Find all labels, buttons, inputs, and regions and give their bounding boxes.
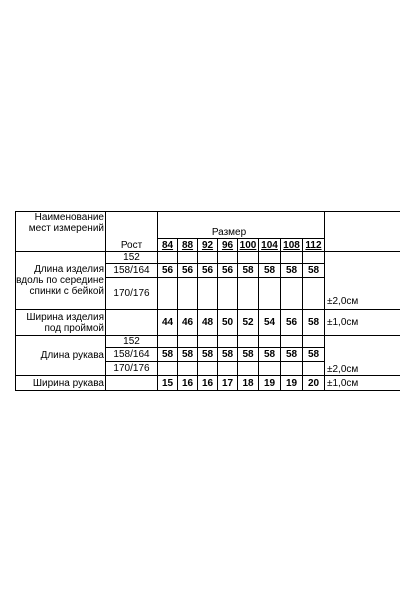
- length-value-112: 58: [303, 264, 325, 278]
- empty-cell: [198, 252, 218, 264]
- size-88: 88: [178, 239, 198, 252]
- sleeve-width-value-104: 19: [259, 376, 281, 391]
- length-height-170-176: 170/176: [106, 278, 158, 310]
- length-value-92: 56: [198, 264, 218, 278]
- length-label: Длина изделия вдоль по середине спинки с бейкой: [16, 252, 106, 310]
- empty-cell: [303, 362, 325, 376]
- empty-cell: [158, 362, 178, 376]
- sleeve-length-value-112: 58: [303, 348, 325, 362]
- sleeve-length-value-92: 58: [198, 348, 218, 362]
- sleeve-width-value-84: 15: [158, 376, 178, 391]
- length-value-108: 58: [281, 264, 303, 278]
- empty-cell: [218, 252, 238, 264]
- empty-cell: [218, 278, 238, 310]
- length-tolerance: ±2,0см: [325, 252, 400, 310]
- length-value-100: 58: [238, 264, 259, 278]
- length-value-96: 56: [218, 264, 238, 278]
- empty-cell: [106, 310, 158, 336]
- sleeve-width-value-108: 19: [281, 376, 303, 391]
- sleeve-length-label: Длина рукава: [16, 336, 106, 376]
- armhole-width-label: Ширина изделия под проймой: [16, 310, 106, 336]
- size-112: 112: [303, 239, 325, 252]
- length-height-152: 152: [106, 252, 158, 264]
- empty-cell: [259, 336, 281, 348]
- length-value-104: 58: [259, 264, 281, 278]
- empty-cell: [259, 362, 281, 376]
- length-value-84: 56: [158, 264, 178, 278]
- empty-cell: [281, 278, 303, 310]
- sleeve-length-value-100: 58: [238, 348, 259, 362]
- size-100: 100: [238, 239, 259, 252]
- armhole-width-value-104: 54: [259, 310, 281, 336]
- empty-cell: [178, 336, 198, 348]
- sleeve-length-value-88: 58: [178, 348, 198, 362]
- empty-cell: [198, 278, 218, 310]
- empty-cell: [198, 362, 218, 376]
- empty-cell: [218, 336, 238, 348]
- height-header: Рост: [106, 212, 158, 252]
- armhole-width-value-84: 44: [158, 310, 178, 336]
- size-96: 96: [218, 239, 238, 252]
- tolerance-header: [325, 212, 400, 252]
- sleeve-height-170-176: 170/176: [106, 362, 158, 376]
- empty-cell: [158, 252, 178, 264]
- empty-cell: [238, 252, 259, 264]
- sleeve-width-value-92: 16: [198, 376, 218, 391]
- empty-cell: [158, 336, 178, 348]
- size-108: 108: [281, 239, 303, 252]
- sleeve-width-label: Ширина рукава: [16, 376, 106, 391]
- size-chart-table: [15, 211, 400, 391]
- armhole-width-value-100: 52: [238, 310, 259, 336]
- sleeve-width-tolerance: ±1,0см: [325, 376, 400, 391]
- empty-cell: [303, 278, 325, 310]
- empty-cell: [259, 252, 281, 264]
- empty-cell: [158, 278, 178, 310]
- sleeve-length-value-96: 58: [218, 348, 238, 362]
- size-92: 92: [198, 239, 218, 252]
- empty-cell: [178, 252, 198, 264]
- empty-cell: [259, 278, 281, 310]
- empty-cell: [238, 336, 259, 348]
- armhole-width-value-108: 56: [281, 310, 303, 336]
- sleeve-length-value-84: 58: [158, 348, 178, 362]
- sleeve-width-value-88: 16: [178, 376, 198, 391]
- length-height-158-164: 158/164: [106, 264, 158, 278]
- armhole-width-value-88: 46: [178, 310, 198, 336]
- size-84: 84: [158, 239, 178, 252]
- armhole-width-value-112: 58: [303, 310, 325, 336]
- size-104: 104: [259, 239, 281, 252]
- armhole-width-value-96: 50: [218, 310, 238, 336]
- empty-cell: [303, 252, 325, 264]
- sleeve-length-value-104: 58: [259, 348, 281, 362]
- sleeve-width-value-100: 18: [238, 376, 259, 391]
- empty-cell: [281, 362, 303, 376]
- empty-cell: [218, 362, 238, 376]
- armhole-width-value-92: 48: [198, 310, 218, 336]
- empty-cell: [281, 252, 303, 264]
- empty-cell: [303, 336, 325, 348]
- empty-cell: [281, 336, 303, 348]
- length-value-88: 56: [178, 264, 198, 278]
- sleeve-width-value-96: 17: [218, 376, 238, 391]
- empty-cell: [198, 336, 218, 348]
- empty-cell: [106, 376, 158, 391]
- empty-cell: [238, 362, 259, 376]
- empty-cell: [178, 362, 198, 376]
- sleeve-length-value-108: 58: [281, 348, 303, 362]
- empty-cell: [238, 278, 259, 310]
- armhole-width-tolerance: ±1,0см: [325, 310, 400, 336]
- measurement-name-header: Наименование мест измерений: [16, 212, 106, 252]
- sleeve-height-158-164: 158/164: [106, 348, 158, 362]
- sleeve-length-tolerance: ±2,0см: [325, 336, 400, 376]
- empty-cell: [178, 278, 198, 310]
- size-header: Размер: [158, 212, 325, 239]
- sleeve-width-value-112: 20: [303, 376, 325, 391]
- sleeve-height-152: 152: [106, 336, 158, 348]
